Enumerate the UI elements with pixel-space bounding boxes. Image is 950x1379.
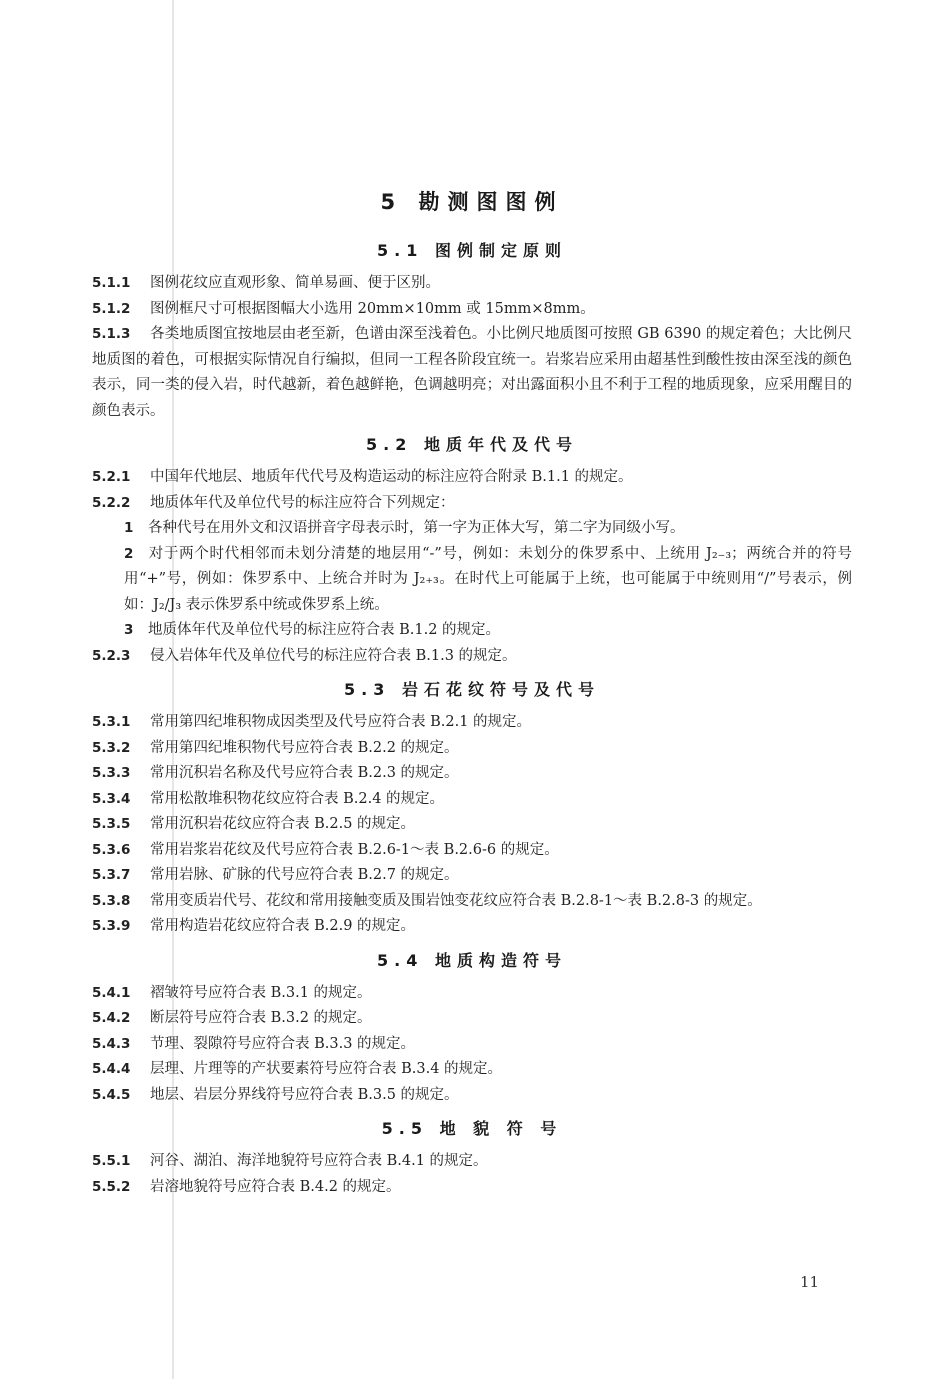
clause-5-4-5 xyxy=(92,1083,852,1109)
clause-text: 侵入岩体年代及单位代号的标注应符合表 B.1.3 的规定。 xyxy=(150,647,517,664)
list-item-2 xyxy=(92,542,852,619)
clause-5-3-8 xyxy=(92,889,852,915)
clause-number: 5.5.2 xyxy=(92,1178,131,1195)
clause-5-4-4 xyxy=(92,1057,852,1083)
clause-5-3-6 xyxy=(92,838,852,864)
clause-5-4-2 xyxy=(92,1006,852,1032)
clause-5-3-2 xyxy=(92,736,852,762)
clause-text: 常用岩脉、矿脉的代号应符合表 B.2.7 的规定。 xyxy=(150,867,459,883)
clause-number: 5.2.2 xyxy=(92,494,131,511)
item-number: 2 xyxy=(124,545,134,562)
clause-number: 5.5.1 xyxy=(92,1153,131,1169)
clause-number: 5.2.3 xyxy=(92,647,131,664)
clause-text: 地层、岩层分界线符号应符合表 B.3.5 的规定。 xyxy=(150,1086,459,1103)
clause-number: 5.1.2 xyxy=(92,300,131,317)
clause-number: 5.1.3 xyxy=(92,326,131,342)
clause-text: 地质体年代及单位代号的标注应符合下列规定： xyxy=(150,494,455,511)
clause-text: 图例框尺寸可根据图幅大小选用 20mm×10mm 或 15mm×8mm。 xyxy=(150,300,595,317)
clause-number: 5.4.4 xyxy=(92,1061,131,1077)
clause-text: 各类地质图宜按地层由老至新，色谱由深至浅着色。小比例尺地质图可按照 GB 6390 的规定着色；大比例尺地质图的着色，可根据实际情况自行编拟，但同一工程各阶段宜统一。岩浆岩应采用由超基性到酸性按由深至浅的颜色表示，同一类的侵入岩，时代越新，着色越鲜艳，色调越明亮；对出露面积小且不利于工程的地质现象，应采用醒目的颜色表示。 xyxy=(92,326,852,419)
clause-text: 褶皱符号应符合表 B.3.1 的规定。 xyxy=(150,984,372,1001)
page-content xyxy=(92,186,852,1200)
section-title-5-1: 5.1 图例制定原则 xyxy=(377,241,567,260)
clause-number: 5.3.6 xyxy=(92,841,131,858)
clause-number: 5.2.1 xyxy=(92,469,131,485)
clause-number: 5.3.4 xyxy=(92,790,131,807)
clause-text: 常用第四纪堆积物代号应符合表 B.2.2 的规定。 xyxy=(150,739,459,756)
item-number: 1 xyxy=(124,520,134,536)
clause-5-1-3 xyxy=(92,322,852,424)
clause-text: 河谷、湖泊、海洋地貌符号应符合表 B.4.1 的规定。 xyxy=(150,1153,488,1169)
clause-number: 5.4.2 xyxy=(92,1010,131,1026)
clause-5-3-3 xyxy=(92,761,852,787)
clause-number: 5.3.9 xyxy=(92,918,131,934)
clause-text: 常用沉积岩花纹应符合表 B.2.5 的规定。 xyxy=(150,816,416,832)
clause-text: 常用岩浆岩花纹及代号应符合表 B.2.6-1～表 B.2.6-6 的规定。 xyxy=(150,841,559,858)
clause-number: 5.3.7 xyxy=(92,867,131,883)
clause-5-3-1 xyxy=(92,710,852,736)
list-item-1 xyxy=(92,516,852,542)
clause-number: 5.4.5 xyxy=(92,1086,131,1103)
clause-5-3-7 xyxy=(92,863,852,889)
clause-text: 常用沉积岩名称及代号应符合表 B.2.3 的规定。 xyxy=(150,765,459,781)
clause-number: 5.3.1 xyxy=(92,714,131,730)
list-item-3 xyxy=(92,618,852,644)
clause-5-5-1 xyxy=(92,1149,852,1175)
clause-5-2-1 xyxy=(92,465,852,491)
clause-number: 5.1.1 xyxy=(92,275,131,291)
clause-5-2-2 xyxy=(92,491,852,517)
clause-5-3-5 xyxy=(92,812,852,838)
clause-text: 中国年代地层、地质年代代号及构造运动的标注应符合附录 B.1.1 的规定。 xyxy=(150,469,633,485)
section-title-5-2: 5.2 地质年代及代号 xyxy=(366,435,578,454)
clause-text: 断层符号应符合表 B.3.2 的规定。 xyxy=(150,1010,372,1026)
clause-text: 常用松散堆积物花纹应符合表 B.2.4 的规定。 xyxy=(150,790,445,807)
item-text: 地质体年代及单位代号的标注应符合表 B.1.2 的规定。 xyxy=(148,622,501,638)
clause-5-4-1 xyxy=(92,981,852,1007)
section-title-5-3: 5.3 岩石花纹符号及代号 xyxy=(344,680,600,699)
clause-text: 常用第四纪堆积物成因类型及代号应符合表 B.2.1 的规定。 xyxy=(150,714,532,730)
clause-5-5-2 xyxy=(92,1175,852,1201)
item-text: 各种代号在用外文和汉语拼音字母表示时，第一字为正体大写，第二字为同级小写。 xyxy=(148,520,685,536)
clause-number: 5.3.8 xyxy=(92,892,131,909)
clause-5-2-3 xyxy=(92,644,852,670)
clause-number: 5.3.5 xyxy=(92,816,131,832)
chapter-title: 5 勘测图图例 xyxy=(380,190,564,214)
clause-number: 5.3.2 xyxy=(92,739,131,756)
item-number: 3 xyxy=(124,622,134,638)
clause-5-1-1 xyxy=(92,271,852,297)
clause-text: 节理、裂隙符号应符合表 B.3.3 的规定。 xyxy=(150,1035,416,1052)
page-number: 11 xyxy=(800,1273,820,1291)
clause-text: 图例花纹应直观形象、简单易画、便于区别。 xyxy=(150,275,440,291)
clause-text: 层理、片理等的产状要素符号应符合表 B.3.4 的规定。 xyxy=(150,1061,503,1077)
section-title-5-4: 5.4 地质构造符号 xyxy=(377,950,567,970)
clause-text: 岩溶地貌符号应符合表 B.4.2 的规定。 xyxy=(150,1178,401,1195)
clause-number: 5.4.3 xyxy=(92,1035,131,1052)
clause-number: 5.4.1 xyxy=(92,984,131,1001)
clause-5-3-4 xyxy=(92,787,852,813)
clause-number: 5.3.3 xyxy=(92,765,131,781)
item-text: 对于两个时代相邻而未划分清楚的地层用“-”号，例如：未划分的侏罗系中、上统用 J₂₋₃；两统合并的符号用“+”号，例如：侏罗系中、上统合并时为 J₂₊₃。在时代上可能属于上统，也可能属于中统则用“/”号表示，例如：J₂/J₃ 表示侏罗系中统或侏罗系上统。 xyxy=(124,545,852,613)
clause-text: 常用变质岩代号、花纹和常用接触变质及围岩蚀变花纹应符合表 B.2.8-1～表 B.2.8-3 的规定。 xyxy=(150,892,762,909)
clause-5-1-2 xyxy=(92,297,852,323)
clause-5-4-3 xyxy=(92,1032,852,1058)
clause-text: 常用构造岩花纹应符合表 B.2.9 的规定。 xyxy=(150,918,416,934)
clause-5-3-9 xyxy=(92,914,852,940)
section-title-5-5: 5.5 地 貌 符 号 xyxy=(381,1119,563,1138)
